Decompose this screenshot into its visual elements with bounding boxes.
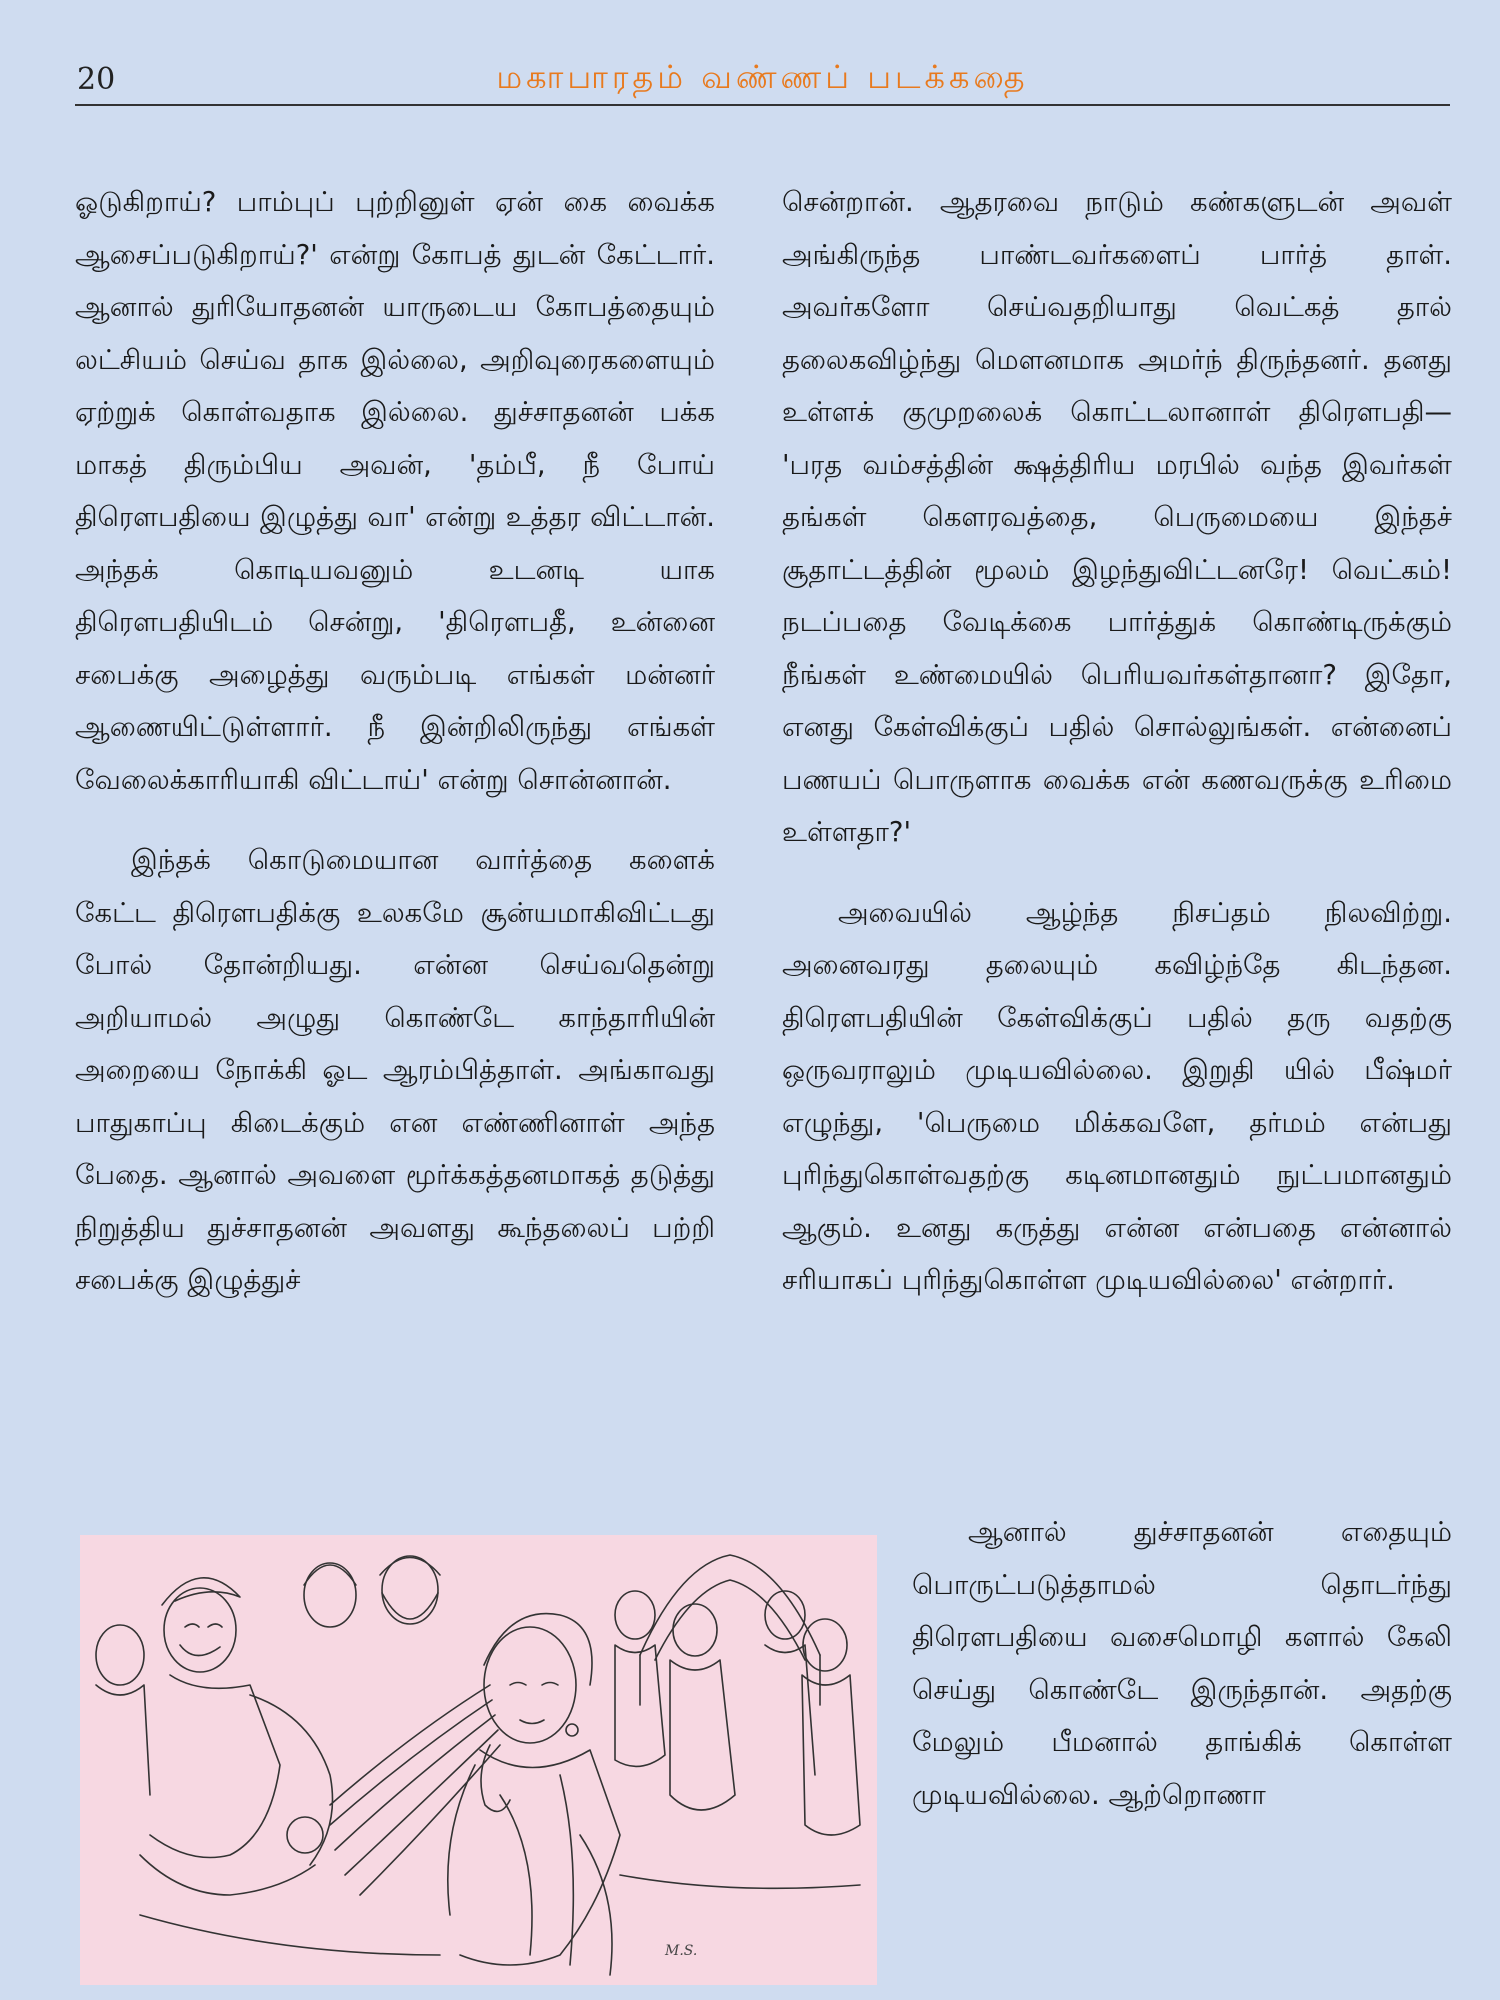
page-header	[75, 58, 1450, 106]
artist-signature: M.S.	[665, 1943, 698, 1959]
page-number: 20	[77, 62, 116, 97]
left-column	[75, 176, 715, 1307]
paragraph: ஓடுகிறாய்? பாம்புப் புற்றினுள் ஏன் கை வைக்க ஆசைப்படுகிறாய்?' என்று கோபத் துடன் கேட்டார். ஆனால் துரியோதனன் யாருடைய கோபத்தையும் லட்சியம் செய்வ தாக இல்லை, அறிவுரைகளையும் ஏற்றுக் கொள்வதாக இல்லை. துச்சாதனன் பக்க மாகத் திரும்பிய அவன், 'தம்பீ, நீ போய் திரௌபதியை இழுத்து வா' என்று உத்தர விட்டான். அந்தக் கொடியவனும் உடனடி யாக திரௌபதியிடம் சென்று, 'திரௌபதீ, உன்னை சபைக்கு அழைத்து வரும்படி எங்கள் மன்னர் ஆணையிட்டுள்ளார். நீ இன்றிலிருந்து எங்கள் வேலைக்காரியாகி விட்டாய்' என்று சொன்னான்.	[75, 186, 715, 796]
right-column-continued	[912, 1506, 1452, 1821]
figure-head	[382, 1556, 438, 1624]
figure-head	[304, 1563, 356, 1627]
figure-head	[803, 1619, 847, 1671]
running-title: மகாபாரதம் வண்ணப் படக்கதை	[496, 58, 1029, 96]
figure-head	[673, 1604, 717, 1656]
line-drawing	[80, 1535, 877, 1985]
paragraph: சென்றான். ஆதரவை நாடும் கண்களுடன் அவள் அங்கிருந்த பாண்டவர்களைப் பார்த் தாள். அவர்களோ செய்வதறியாது வெட்கத் தால் தலைகவிழ்ந்து மௌனமாக அமர்ந் திருந்தனர். தனது உள்ளக் குமுறலைக் கொட்டலானாள் திரௌபதி— 'பரத வம்சத்தின் க்ஷத்திரிய மரபில் வந்த இவர்கள் தங்கள் கௌரவத்தை, பெருமையை இந்தச் சூதாட்டத்தின் மூலம் இழந்துவிட்டனரே! வெட்கம்! நடப்பதை வேடிக்கை பார்த்துக் கொண்டிருக்கும் நீங்கள் உண்மையில் பெரியவர்கள்தானா? இதோ, எனது கேள்விக்குப் பதில் சொல்லுங்கள். என்னைப் பணயப் பொருளாக வைக்க என் கணவருக்கு உரிமை உள்ளதா?'	[782, 186, 1452, 848]
figure-arm	[250, 1695, 333, 1865]
figure-head	[615, 1591, 655, 1639]
paragraph: இந்தக் கொடுமையான வார்த்தை களைக் கேட்ட திரௌபதிக்கு உலகமே சூன்யமாகிவிட்டது போல் தோன்றியது. என்ன செய்வதென்று அறியாமல் அழுது கொண்டே காந்தாரியின் அறையை நோக்கி ஓட ஆரம்பித்தாள். அங்காவது பாதுகாப்பு கிடைக்கும் என எண்ணினாள் அந்த பேதை. ஆனால் அவளை மூர்க்கத்தனமாகத் தடுத்து நிறுத்திய துச்சாதனன் அவளது கூந்தலைப் பற்றி சபைக்கு இழுத்துச்	[75, 844, 715, 1296]
figure-body	[460, 1750, 620, 1965]
figure-head	[96, 1625, 144, 1685]
figure-body	[150, 1675, 280, 1858]
paragraph: அவையில் ஆழ்ந்த நிசப்தம் நிலவிற்று. அனைவரது தலையும் கவிழ்ந்தே கிடந்தன. திரௌபதியின் கேள்விக்குப் பதில் தரு வதற்கு ஒருவராலும் முடியவில்லை. இறுதி யில் பீஷ்மர் எழுந்து, 'பெருமை மிக்கவளே, தர்மம் என்பது புரிந்துகொள்வதற்கு கடினமானதும் நுட்பமானதும் ஆகும். உனது கருத்து என்ன என்பதை என்னால் சரியாகப் புரிந்துகொள்ள முடியவில்லை' என்றார்.	[782, 896, 1452, 1296]
right-column	[782, 176, 1452, 1307]
illustration	[80, 1535, 877, 1985]
figure-head	[484, 1627, 576, 1743]
paragraph: ஆனால் துச்சாதனன் எதையும் பொருட்படுத்தாமல் தொடர்ந்து திரௌபதியை வசைமொழி களால் கேலி செய்து கொண்டே இருந்தான். அதற்கு மேலும் பீமனால் தாங்கிக் கொள்ள முடியவில்லை. ஆற்றொணா	[912, 1516, 1452, 1811]
arch	[640, 1555, 820, 1655]
